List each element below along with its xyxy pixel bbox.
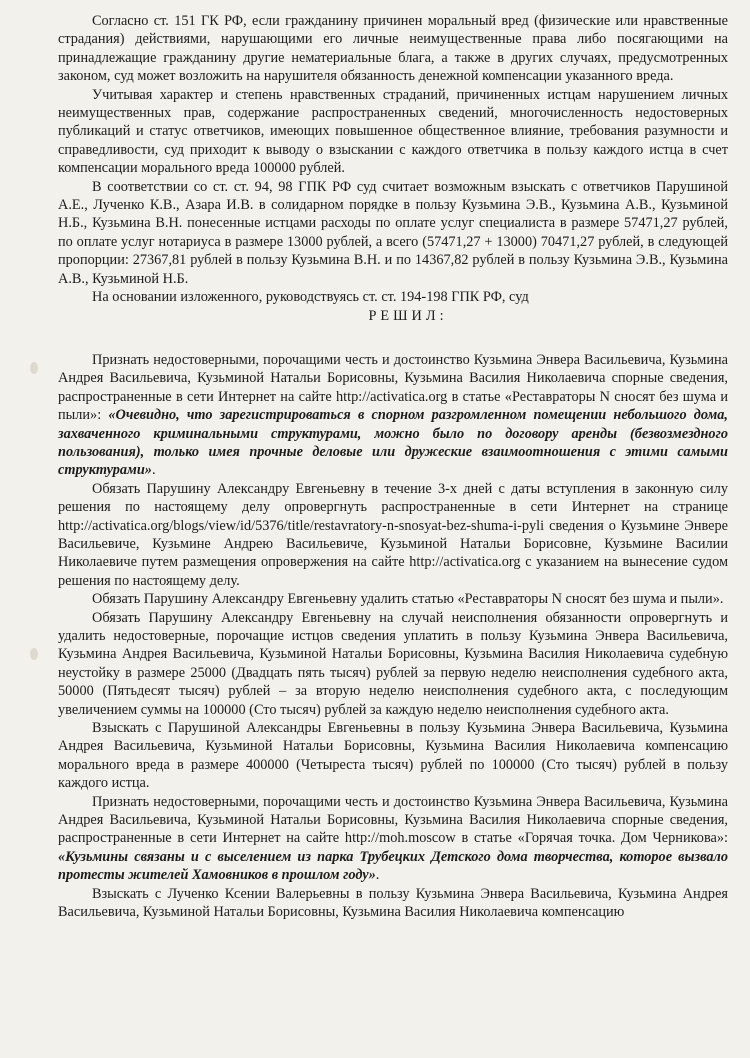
paragraph-costs: В соответствии со ст. ст. 94, 98 ГПК РФ суд считает возможным взыскать с ответчиков Парушиной А.Е., Лученко К.В., Азара И.В. в солидарном порядке в пользу Кузьмина Э.В., Кузьмина А.В., Кузьминой Н.Б., Кузьмина В.Н. понесенные истцами расходы по оплате услуг специалиста в размере 57471,27 рублей, по оплате услуг нотариуса в размере 13000 рублей, а всего (57471,27 + 13000) 70471,27 рублей, в следующей пропорции: 27367,81 рублей в пользу Кузьмина В.Н. и по 14367,82 рублей в пользу Кузьмина Э.В., Кузьмина А.В., Кузьминой Н.Б. [58, 178, 728, 287]
paragraph-considering: Учитывая характер и степень нравственных страданий, причиненных истцам нарушением личных неимущественных прав, содержание распространенных сведений, многочисленность недостоверных публикаций и статус ответчиков, имеющих повышенное общественное влияние, требования разумности и справедливости, суд приходит к выводу о взыскании с каждого ответчика в пользу каждого истца в счет компенсации морального вреда 100000 рублей. [58, 86, 728, 177]
decision-heading: РЕШИЛ: [368, 307, 448, 324]
disputed-quote-moh: «Кузьмины связаны и с выселением из парка Трубецких Детского дома творчества, которое вызвало протесты жителей Хамовников в прошлом году» [58, 848, 728, 884]
disputed-quote-activatica: «Очевидно, что зарегистрироваться в спорном разгромленном помещении небольшого дома, захваченного криминальными структурами, можно было по договору аренды (безвозмездного пользования), только имея прочные деловые или дружеские взаимоотношения с этими самыми структурами» [58, 407, 728, 479]
paragraph-based-on: На основании изложенного, руководствуясь ст. ст. 194-198 ГПК РФ, суд [92, 289, 529, 306]
recognize-tail: . [151, 462, 156, 479]
recognize-text: Признать недостоверными, порочащими честь и достоинство Кузьмина Энвера Васильевича, Кузьмина Андрея Васильевича, Кузьминой Натальи Борисовны, Кузьмина Василия Николаевича спорные сведения, распространенные в сети Интернет на сайте http://moh.moscow в статье «Горячая точка. Дом Черникова»: [58, 793, 728, 847]
paragraph-oblige-penalty: Обязать Парушину Александру Евгеньевну на случай неисполнения обязанности опровергнуть и удалить недостоверные, порочащие истцов сведения уплатить в пользу Кузьмина Энвера Васильевича, Кузьмина Андрея Васильевича, Кузьминой Натальи Борисовны, Кузьмина Василия Николаевича судебную неустойку в размере 25000 (Двадцать пять тысяч) рублей за первую неделю неисполнения судебного акта, 50000 (Пятьдесят тысяч) рублей – за вторую неделю неисполнения судебного акта, с последующим увеличением суммы на 100000 (Сто тысяч) рублей за каждую неделю неисполнения судебного акта. [58, 609, 728, 718]
paragraph-oblige-delete: Обязать Парушину Александру Евгеньевну удалить статью «Реставраторы N сносят без шума и пыли». [92, 591, 724, 608]
paragraph-oblige-refute: Обязать Парушину Александру Евгеньевну в течение 3-х дней с даты вступления в законную силу решения по настоящему делу опровергнуть распространенные в сети Интернет на странице http://activatica.org/blogs/view/id/5376/title/restavratory-n-snosyat-bez-shuma-i-pyli сведения о Кузьмине Энвере Васильевиче, Кузьмине Андрею Васильевиче, Кузьминой Натальи Борисовне, Кузьмине Василии Николаевиче путем размещения опровержения на сайте http://activatica.org с указанием на вынесение судом решения по настоящему делу. [58, 480, 728, 589]
paragraph-collect-parushina: Взыскать с Парушиной Александры Евгеньевны в пользу Кузьмина Энвера Васильевича, Кузьмина Андрея Васильевича, Кузьминой Натальи Борисовны, Кузьмина Василия Николаевича компенсацию морального вреда в размере 400000 (Четыреста тысяч) рублей по 100000 (Сто тысяч) рублей в пользу каждого истца. [58, 720, 728, 792]
recognize-text: Признать недостоверными, порочащими честь и достоинство Кузьмина Энвера Васильевича, Кузьмина Андрея Васильевича, Кузьминой Натальи Борисовны, Кузьмина Василия Николаевича спорные сведения, распространенные в сети Интернет на сайте http://activatica.org в статье «Реставраторы N сносят без шума и пыли»: [58, 351, 728, 424]
spacer [58, 325, 728, 351]
punch-hole-bottom [30, 648, 38, 660]
paragraph-recognize-activatica [58, 351, 728, 480]
paragraph-art151: Согласно ст. 151 ГК РФ, если гражданину причинен моральный вред (физические или нравственные страдания) действиями, нарушающими его личные неимущественные права либо посягающими на принадлежащие гражданину другие нематериальные блага, а также в других случаях, предусмотренных законом, суд может возложить на нарушителя обязанность денежной компенсации указанного вреда. [58, 13, 728, 85]
paragraph-collect-luchenko: Взыскать с Лученко Ксении Валерьевны в пользу Кузьмина Энвера Васильевича, Кузьмина Андрея Васильевича, Кузьминой Натальи Борисовны, Кузьмина Василия Николаевича компенсацию [58, 885, 728, 921]
document-page [58, 12, 728, 922]
punch-hole-top [30, 362, 38, 374]
paragraph-recognize-moh [58, 793, 728, 885]
recognize-tail: . [375, 867, 380, 884]
